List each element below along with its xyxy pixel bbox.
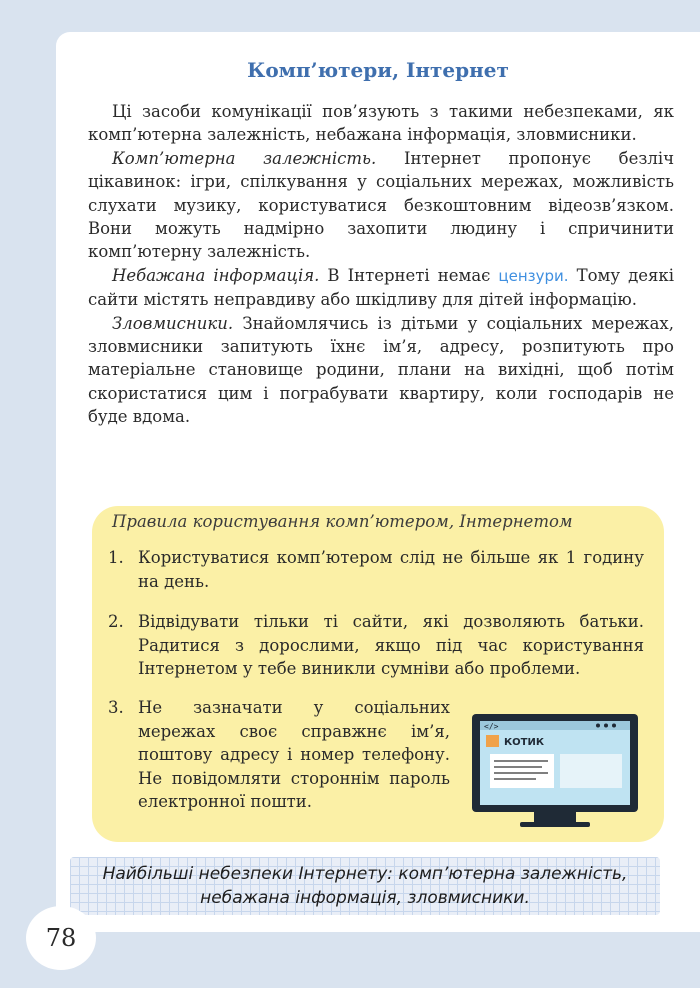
term-criminals: Зловмисники. bbox=[112, 313, 234, 333]
monitor-base bbox=[520, 822, 590, 827]
rule-text: Користуватися комп’ютером слід не більше як 1 годину на день. bbox=[138, 548, 644, 591]
term-unwanted-info: Небажана інформація. bbox=[112, 265, 320, 285]
side-panel bbox=[560, 754, 622, 788]
text-unwanted-info-before: В Інтернеті немає bbox=[319, 265, 499, 285]
code-tag: </> bbox=[484, 722, 499, 731]
rule-text: Відвідувати тільки ті сайти, які дозволяють батьки. Радитися з дорослими, якщо під час користування Інтернетом у тебе виникли сумніви або проблеми. bbox=[138, 612, 644, 678]
site-label: КОТИК bbox=[504, 737, 545, 748]
rule-number: 2. bbox=[108, 612, 124, 631]
paragraph-unwanted-info bbox=[88, 264, 674, 312]
paragraph-addiction bbox=[88, 147, 674, 264]
rules-title: Правила користування комп’ютером, Інтернетом bbox=[112, 512, 573, 531]
rule-item-3 bbox=[108, 696, 450, 814]
text-unwanted-info-after: Тому деякі сайти містять неправдиву або шкідливу для дітей інформацію. bbox=[88, 265, 674, 310]
intro-paragraph: Ці засоби комунікації пов’язують з такими небезпеками, як комп’ютерна залежність, небажана інформація, зловмисники. bbox=[88, 102, 674, 145]
rule-text: Не зазначати у соціальних мережах своє справжнє ім’я, поштову адресу і номер телефону. Не повідомляти стороннім пароль електронної пошти. bbox=[138, 698, 450, 811]
page-title: Комп’ютери, Інтернет bbox=[247, 58, 509, 82]
rule-number: 1. bbox=[108, 548, 124, 567]
window-dot-icon bbox=[596, 724, 600, 728]
content-panel bbox=[490, 754, 554, 788]
text-criminals: Знайомлячись із дітьми у соціальних мережах, зловмисники запитують їхнє ім’я, адресу, розпитують про матеріальне становище родини, плани на вихідні, щоб потім скористатися цим і пограбувати квартиру, коли господарів не буде вдома. bbox=[88, 313, 674, 427]
rule-number: 3. bbox=[108, 698, 124, 717]
text-addiction: Інтернет пропонує безліч цікавинок: ігри, спілкування у соціальних мережах, можливість слухати музику, користуватися безкоштовним відеозв’язком. Вони можуть надмірно захопити людину і спричинити комп’ютерну залежність. bbox=[88, 148, 674, 262]
paragraph-criminals bbox=[88, 312, 674, 429]
rule-item-2 bbox=[108, 610, 644, 681]
main-text bbox=[88, 100, 674, 429]
window-dot-icon bbox=[612, 724, 616, 728]
page-number: 78 bbox=[26, 906, 96, 970]
rule-item-1 bbox=[108, 546, 644, 593]
censorship-link[interactable]: цензури. bbox=[498, 266, 569, 285]
summary-text: Найбільші небезпеки Інтернету: комп’ютерна залежність, небажана інформація, зловмисники. bbox=[102, 864, 628, 908]
term-addiction: Комп’ютерна залежність. bbox=[112, 148, 377, 168]
monitor-stand bbox=[534, 812, 576, 822]
window-dot-icon bbox=[604, 724, 608, 728]
cat-avatar-icon bbox=[486, 735, 499, 747]
monitor-illustration bbox=[468, 712, 642, 830]
